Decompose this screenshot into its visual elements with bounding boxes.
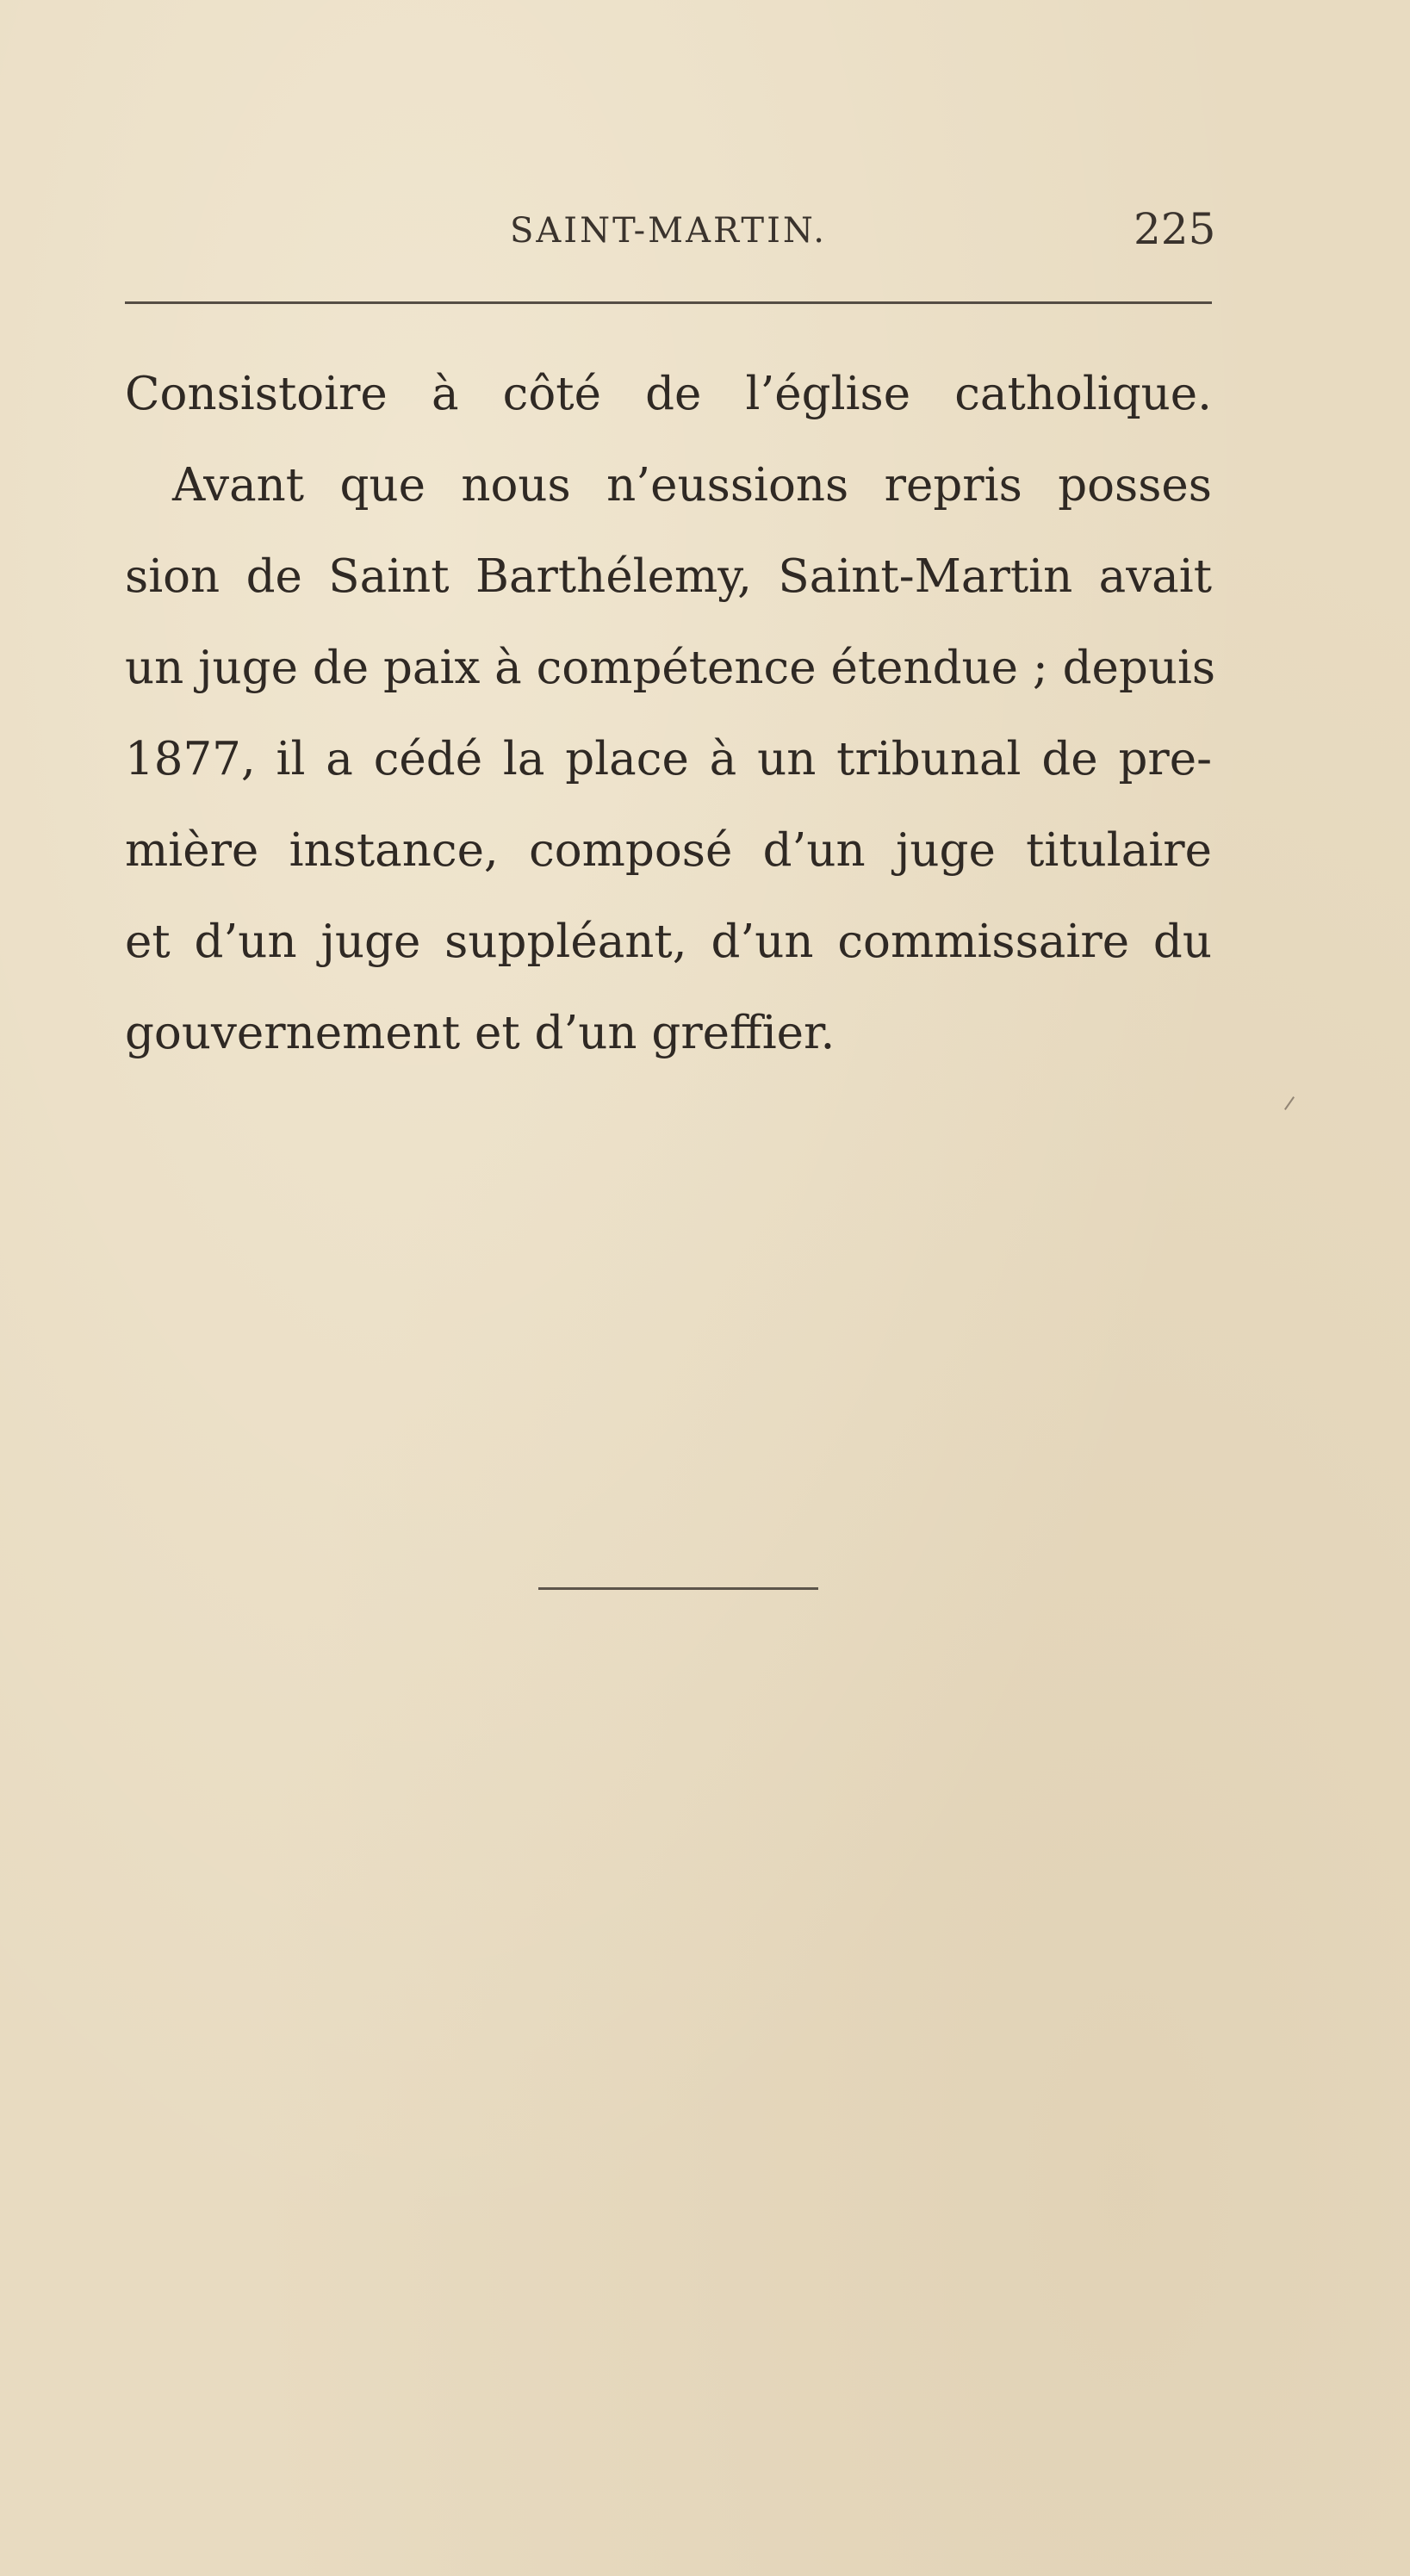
text-line: Avant que nous n’eussions repris posses	[172, 459, 1212, 512]
text-line: sion de Saint Barthélemy, Saint-Martin avait	[125, 550, 1212, 603]
text-line: Consistoire à côté de l’église catholique.	[125, 368, 1212, 420]
body-text	[125, 349, 1216, 1079]
text-line: mière instance, composé d’un juge titulaire	[125, 824, 1212, 877]
section-end-rule	[538, 1587, 818, 1590]
text-line: un juge de paix à compétence étendue ; depuis	[125, 642, 1216, 694]
text-line: 1877, il a cédé la place à un tribunal de pre-	[125, 733, 1212, 785]
running-head	[0, 204, 1410, 263]
ink-mark	[1284, 1096, 1295, 1110]
text-line: et d’un juge suppléant, d’un commissaire du	[125, 916, 1212, 968]
running-title: SAINT-MARTIN.	[510, 211, 828, 251]
page-number: 225	[1134, 204, 1216, 254]
text-line: gouvernement et d’un greffier.	[125, 1007, 835, 1059]
header-rule	[125, 301, 1212, 304]
